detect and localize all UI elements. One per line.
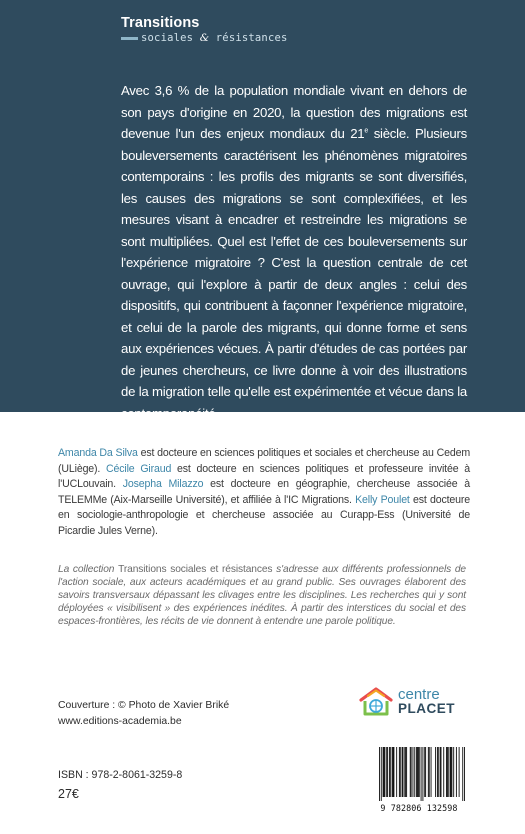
barcode-bar <box>428 747 429 797</box>
barcode-bar <box>393 747 394 797</box>
summary-superscript: e <box>364 127 369 135</box>
barcode-bar <box>390 747 391 797</box>
collection-text: s'adresse aux différents professionnels de l'action sociale, aux acteurs académiques et au grand public. Ses ouvrages élaborent des savoirs transversaux dépassant les clivages entre les disciplines. Les recherches qui y sont déployées « visibilisent » des expériences inédites. À partir des interstices du social et des espaces-frontières, les récits de vie donnent à entendre une parole politique. <box>58 564 466 627</box>
barcode-bar <box>384 747 385 797</box>
barcode-bar <box>453 747 454 797</box>
barcode-bar <box>431 747 432 797</box>
barcode-bar <box>389 747 390 797</box>
barcode-bar <box>464 747 465 801</box>
barcode-bar <box>411 747 412 797</box>
series-accent-bar <box>121 37 138 40</box>
barcode-bar <box>403 747 404 797</box>
barcode-bar <box>416 747 417 797</box>
barcode-digits: 9 782806 132598 <box>380 803 458 813</box>
barcode-bar <box>405 747 406 797</box>
barcode-bar <box>450 747 451 797</box>
barcode-bar <box>381 747 382 801</box>
barcode-bar <box>419 747 420 797</box>
collection-intro: La collection <box>58 564 119 575</box>
series-subtitle-ampersand: & <box>199 32 210 44</box>
barcode-bar <box>440 747 441 797</box>
isbn: ISBN : 978-2-8061-3259-8 <box>58 769 183 781</box>
barcode-bar <box>441 747 442 797</box>
series-header <box>121 15 288 44</box>
summary-text-start: Avec 3,6 % de la population mondiale vivant en dehors de son pays d'origine en 2020, la question des migrations est devenue l'un des enjeux mondiaux du 21 <box>121 83 467 141</box>
barcode-bar <box>451 747 452 797</box>
logo-centre-text: centre <box>398 686 440 703</box>
author-bios <box>58 446 470 540</box>
logo-placet-text: PLACET <box>398 701 455 716</box>
barcode-bar <box>429 747 430 797</box>
publisher-website: www.editions-academia.be <box>58 715 182 727</box>
barcode-bar <box>459 747 460 797</box>
book-summary <box>121 80 467 424</box>
author-bio: est docteure en géographie, chercheuse associée à TELEMMe (Aix-Marseille Université), et affiliée à l'IC Migrations. <box>58 478 470 506</box>
series-title: Transitions <box>121 15 200 31</box>
author-name: Josepha Milazzo <box>122 478 204 491</box>
barcode-bar <box>425 747 426 797</box>
collection-series-name: Transitions sociales et résistances <box>118 564 273 575</box>
barcode-bar <box>410 747 411 797</box>
barcode-bar <box>387 747 388 797</box>
centre-placet-logo <box>358 686 455 718</box>
house-globe-icon <box>358 686 394 718</box>
barcode-bar <box>412 747 413 797</box>
barcode-bar <box>424 747 425 797</box>
barcode-bar <box>422 747 423 801</box>
barcode-bar <box>446 747 447 797</box>
cover-credit: Couverture : © Photo de Xavier Briké <box>58 700 230 711</box>
barcode-bar <box>383 747 384 797</box>
barcode-bar <box>448 747 449 797</box>
series-subtitle-part1: sociales <box>141 32 200 44</box>
barcode-bar <box>447 747 448 797</box>
author-name: Amanda Da Silva <box>58 447 138 459</box>
credits <box>58 698 229 729</box>
barcode-bar <box>399 747 400 797</box>
barcode-bar <box>404 747 405 797</box>
summary-text-rest: siècle. Plusieurs bouleversements caractérisent les phénomènes migratoires contemporains : les profils des migrants se sont diversifiés, les causes des migrations se sont complexifiées, et les mesures visant à encadrer et restreindre les migrations se sont multipliées. Quel est l'effet de ces bouleversements sur l'expérience migratoire ? C'est la question centrale de cet ouvrage, qui l'explore à partir de deux angles : celui des dispositifs, qui contribuent à façonner l'expérience migratoire, et celui de la parole des migrants, qui donne forme et sens aux expériences vécues. À partir d'études de cas portées par de jeunes chercheurs, ce livre donne à voir des illustrations de la migration telle qu'elle est expérimentée et vécue dans la contemporanéité. <box>121 126 467 421</box>
barcode-bar <box>421 747 422 801</box>
barcode <box>372 745 466 814</box>
author-name: Kelly Poulet <box>355 493 410 506</box>
barcode-bar <box>418 747 419 797</box>
series-subtitle-part2: résistances <box>209 32 288 44</box>
barcode-bar <box>384 747 385 797</box>
author-bio: est docteure en sciences politiques et sociales et chercheuse au Cedem (ULiège). <box>58 447 470 475</box>
barcode-bar <box>438 747 439 797</box>
barcode-bar <box>435 747 436 797</box>
series-subtitle <box>121 32 288 44</box>
collection-description <box>58 563 466 628</box>
barcode-bar <box>402 747 403 797</box>
barcode-bars <box>372 745 466 803</box>
barcode-bar <box>437 747 438 797</box>
barcode-bar <box>456 747 457 797</box>
author-bio: est docteure en sociologie-anthropologie et chercheuse associée au Curapp-Ess (Université de Picardie Jules Verne). <box>58 493 471 537</box>
barcode-bar <box>462 747 463 801</box>
barcode-bar <box>392 747 393 797</box>
barcode-bar <box>443 747 444 797</box>
barcode-bar <box>379 747 380 801</box>
barcode-bar <box>417 747 418 797</box>
author-bio: est docteure en sciences politiques et professeure invitée à l'UCLouvain. <box>58 462 470 491</box>
barcode-bar <box>393 747 394 797</box>
price: 27€ <box>58 787 79 801</box>
barcode-bar <box>414 747 415 797</box>
barcode-bar <box>406 747 407 797</box>
barcode-bar <box>396 747 397 797</box>
barcode-bar <box>400 747 401 797</box>
author-name: Cécile Giraud <box>106 462 172 475</box>
barcode-bar <box>386 747 387 797</box>
barcode-bar <box>451 747 452 797</box>
